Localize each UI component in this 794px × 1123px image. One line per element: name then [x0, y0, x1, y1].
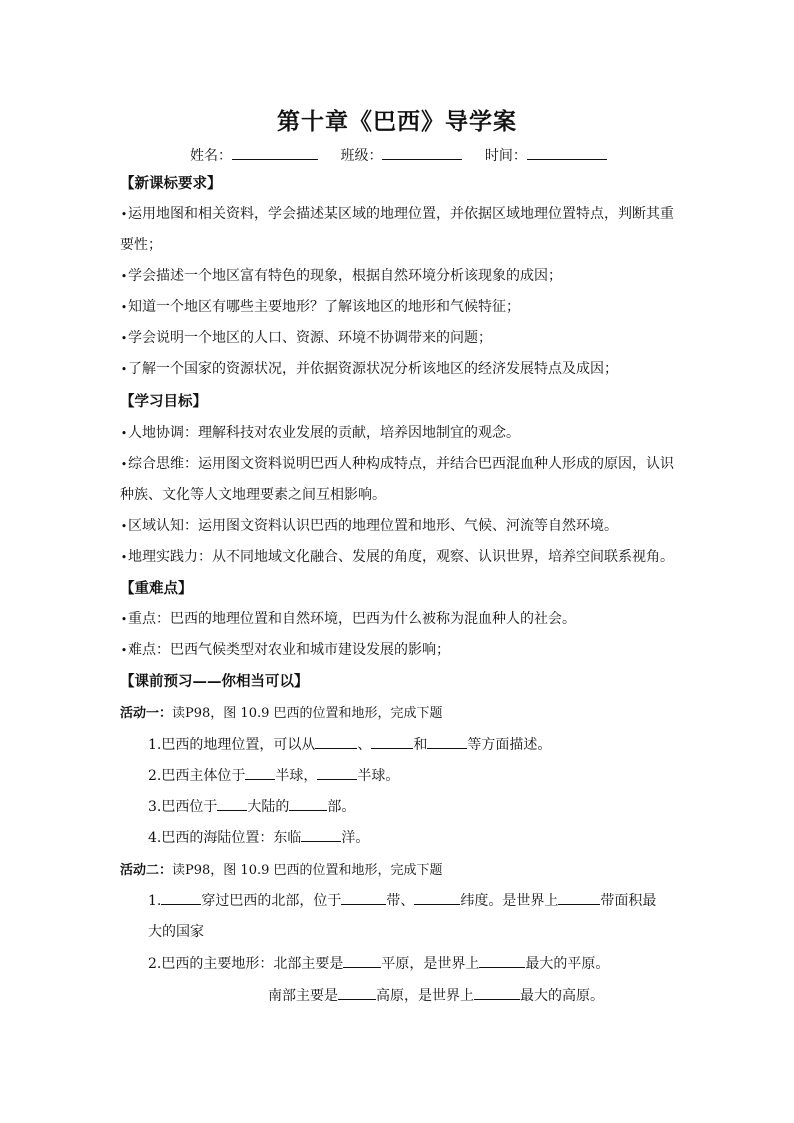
answer-blank[interactable] — [479, 955, 525, 968]
activity2-question-2: 2.巴西的主要地形：北部主要是 平原，是世界上 最大的平原。 — [148, 956, 610, 972]
answer-blank[interactable] — [338, 987, 376, 1000]
time-field[interactable] — [527, 147, 607, 160]
requirement-item: •运用地图和相关资料，学会描述某区域的地理位置，并依据区域地理位置特点，判断其重 — [120, 206, 674, 222]
answer-blank[interactable] — [558, 892, 600, 905]
section-heading-preview: 【课前预习——你相当可以】 — [120, 673, 309, 690]
answer-blank[interactable] — [427, 736, 467, 749]
objective-item: •人地协调：理解科技对农业发展的贡献，培养因地制宜的观念。 — [120, 425, 520, 441]
requirement-item: •学会说明一个地区的人口、资源、环境不协调带来的问题； — [120, 330, 492, 346]
bullet-icon: • — [120, 270, 128, 283]
activity2-question-3: 南部主要是 高原，是世界上 最大的高原。 — [268, 988, 604, 1004]
answer-blank[interactable] — [245, 767, 275, 780]
answer-blank[interactable] — [474, 987, 520, 1000]
objective-item: •区域认知：运用图文资料认识巴西的地理位置和地形、气候、河流等自然环境。 — [120, 518, 618, 534]
section-heading-requirements: 【新课标要求】 — [120, 175, 222, 192]
bullet-icon: • — [120, 301, 128, 314]
page-title: 第十章《巴西》导学案 — [277, 108, 517, 135]
bullet-icon: • — [120, 551, 128, 564]
answer-blank[interactable] — [315, 736, 357, 749]
answer-blank[interactable] — [317, 767, 357, 780]
bullet-icon: • — [120, 520, 128, 533]
activity2-question-1-continued: 大的国家 — [148, 924, 204, 940]
activity1-question-2: 2.巴西主体位于 半球， 半球。 — [148, 768, 400, 784]
bullet-icon: • — [120, 208, 128, 221]
requirement-item-continued: 要性； — [120, 237, 162, 253]
requirement-item: •了解一个国家的资源状况，并依据资源状况分析该地区的经济发展特点及成因； — [120, 361, 618, 377]
student-info-row — [190, 145, 607, 165]
answer-blank[interactable] — [371, 736, 413, 749]
answer-blank[interactable] — [217, 798, 247, 811]
answer-blank[interactable] — [161, 892, 201, 905]
activity2-question-1: 1. 穿过巴西的北部，位于 带、 纬度。是世界上 带面积最 — [148, 893, 657, 909]
answer-blank[interactable] — [343, 955, 381, 968]
bullet-icon: • — [120, 363, 128, 376]
bullet-icon: • — [120, 613, 128, 626]
keypoint-item: •难点：巴西气候类型对农业和城市建设发展的影响； — [120, 642, 450, 658]
name-label: 姓名： — [190, 148, 232, 164]
answer-blank[interactable] — [414, 892, 460, 905]
answer-blank[interactable] — [341, 892, 386, 905]
activity1-question-4: 4.巴西的海陆位置：东临 洋。 — [148, 830, 370, 846]
activity1-instruction: 活动一：读P98，图 10.9 巴西的位置和地形，完成下题 — [120, 706, 443, 721]
objective-item: •地理实践力：从不同地域文化融合、发展的角度，观察、认识世界，培养空间联系视角。 — [120, 549, 674, 565]
name-field[interactable] — [232, 147, 318, 160]
bullet-icon: • — [120, 644, 128, 657]
requirement-item: •知道一个地区有哪些主要地形？了解该地区的地形和气候特征； — [120, 299, 520, 315]
class-label: 班级： — [340, 148, 383, 164]
requirement-item: •学会描述一个地区富有特色的现象，根据自然环境分析该现象的成因； — [120, 268, 562, 284]
objective-item: •综合思维：运用图文资料说明巴西人种构成特点，并结合巴西混血种人形成的原因，认识 — [120, 456, 674, 472]
activity1-question-3: 3.巴西位于 大陆的 部。 — [148, 799, 356, 815]
time-label: 时间： — [484, 148, 527, 164]
answer-blank[interactable] — [301, 829, 341, 842]
activity1-question-1: 1.巴西的地理位置，可以从 、 和 等方面描述。 — [148, 737, 552, 753]
keypoint-item: •重点：巴西的地理位置和自然环境，巴西为什么被称为混血种人的社会。 — [120, 611, 576, 627]
section-heading-objectives: 【学习目标】 — [120, 393, 207, 410]
class-field[interactable] — [382, 147, 462, 160]
bullet-icon: • — [120, 332, 128, 345]
bullet-icon: • — [120, 458, 128, 471]
bullet-icon: • — [120, 427, 128, 440]
section-heading-keypoints: 【重难点】 — [120, 580, 193, 597]
activity2-instruction: 活动二：读P98，图 10.9 巴西的位置和地形，完成下题 — [120, 863, 443, 878]
objective-item-continued: 种族、文化等人文地理要素之间互相影响。 — [120, 487, 386, 503]
answer-blank[interactable] — [289, 798, 327, 811]
